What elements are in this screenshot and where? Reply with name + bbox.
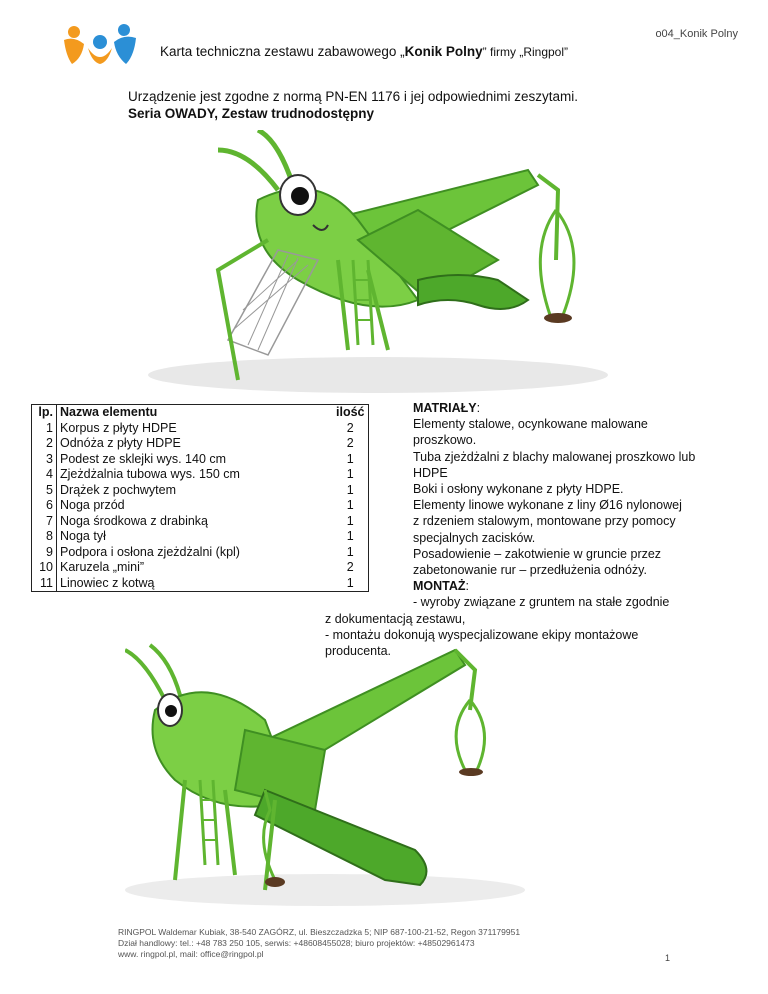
cell-lp: 2 xyxy=(32,436,57,452)
cell-name: Korpus z płyty HDPE xyxy=(60,420,177,435)
cell-lp: 4 xyxy=(32,467,57,483)
cell-qty: 1 xyxy=(346,513,354,528)
grasshopper-playset-image-2 xyxy=(125,640,545,920)
header-qty: ilość xyxy=(336,405,365,419)
table-row xyxy=(32,514,369,530)
materials-line: specjalnych zacisków. xyxy=(413,530,536,545)
montaz-line: producenta. xyxy=(325,644,392,659)
table-row xyxy=(32,560,369,576)
table-row xyxy=(32,498,369,514)
materials-line: HDPE xyxy=(413,465,448,480)
table-row xyxy=(32,529,369,545)
table-row xyxy=(32,545,369,561)
materials-line: Elementy stalowe, ocynkowane malowane xyxy=(413,417,648,432)
cell-name: Karuzela „mini” xyxy=(60,560,145,574)
cell-name: Drążek z pochwytem xyxy=(60,482,177,497)
table-row xyxy=(32,452,369,468)
header-name: Nazwa elementu xyxy=(60,405,158,419)
grasshopper-playset-image xyxy=(118,130,638,400)
cell-qty: 1 xyxy=(346,529,354,543)
ringpol-logo xyxy=(62,22,138,68)
cell-name: Noga przód xyxy=(60,498,125,512)
table-row xyxy=(32,436,369,452)
cell-qty: 1 xyxy=(346,451,354,466)
cell-lp: 6 xyxy=(32,498,57,514)
cell-name: Podpora i osłona zjeżdżalni (kpl) xyxy=(60,544,240,559)
cell-name: Podest ze sklejki wys. 140 cm xyxy=(60,451,227,466)
cell-name: Linowiec z kotwą xyxy=(60,575,155,590)
montaz-line: - montażu dokonują wyspecjalizowane ekipy montażowe xyxy=(325,627,639,642)
cell-qty: 1 xyxy=(346,482,354,497)
table-header-row xyxy=(32,405,369,421)
materials-line: Tuba zjeżdżalni z blachy malowanej proszkowo lub xyxy=(413,449,696,464)
page-number: 1 xyxy=(664,953,670,963)
norm-statement: Urządzenie jest zgodne z normą PN-EN 1176 i jej odpowiednimi zeszytami. xyxy=(128,89,578,104)
cell-lp: 9 xyxy=(32,545,57,561)
cell-lp: 1 xyxy=(32,421,57,437)
cell-qty: 1 xyxy=(346,575,354,590)
montaz-title: MONTAŻ xyxy=(413,579,466,594)
page-title: Karta techniczna zestawu zabawowego „Konik Polny” firmy „Ringpol” xyxy=(160,44,569,59)
cell-qty: 1 xyxy=(346,544,354,559)
footer-line: www. ringpol.pl, mail: office@ringpol.pl xyxy=(118,949,264,959)
materials-title: MATRIAŁY xyxy=(413,401,477,415)
cell-qty: 1 xyxy=(346,498,354,512)
materials-line: Posadowienie – zakotwienie w gruncie przez xyxy=(413,546,662,561)
cell-name: Zjeżdżalnia tubowa wys. 150 cm xyxy=(60,467,240,481)
materials-line: zabetonowanie rur – przedłużenia odnóży. xyxy=(413,563,647,578)
montaz-line: - wyroby związane z gruntem na stałe zgodnie xyxy=(413,595,670,610)
footer-line: RINGPOL Waldemar Kubiak, 38-540 ZAGÓRZ, ul. Bieszczadzka 5; NIP 687-100-21-52, Regon 371179951 xyxy=(118,927,521,937)
materials-line: Elementy linowe wykonane z liny Ø16 nylonowej xyxy=(413,498,682,513)
cell-lp: 11 xyxy=(32,576,57,592)
cell-lp: 3 xyxy=(32,452,57,468)
cell-qty: 2 xyxy=(346,436,354,450)
document-id: o04_Konik Polny xyxy=(655,28,738,40)
cell-qty: 2 xyxy=(346,560,354,574)
parts-table xyxy=(31,404,369,592)
materials-line: z rdzeniem stalowym, montowane przy pomocy xyxy=(413,514,676,529)
footer xyxy=(118,927,520,960)
cell-name: Odnóża z płyty HDPE xyxy=(60,436,181,450)
cell-name: Noga środkowa z drabinką xyxy=(60,513,208,528)
materials-section: MATRIAŁY: Elementy stalowe, ocynkowane malowane proszkowo. Tuba zjeżdżalni z blachy malowanej proszkowo lub HDPE Boki i osłony wykonane z płyty HDPE. Elementy linowe wykonane z liny Ø16 nylonowej z rdzeniem stalowym, montowane przy pomocy specjalnych zacisków. Posadowienie – zakotwienie w gruncie przez zabetonowanie rur – przedłużenia odnóży. MONTAŻ: - wyroby związane z gruntem na stałe zgodnie z dokumentacją zestawu, - montażu dokonują wyspecjalizowane ekipy montażowe producenta. xyxy=(325,400,725,659)
cell-lp: 10 xyxy=(32,560,57,576)
table-row xyxy=(32,576,369,592)
montaz-line: z dokumentacją zestawu, xyxy=(325,611,466,626)
cell-lp: 5 xyxy=(32,483,57,499)
materials-line: proszkowo. xyxy=(413,433,477,448)
cell-qty: 1 xyxy=(346,467,354,481)
materials-line: Boki i osłony wykonane z płyty HDPE. xyxy=(413,482,624,497)
header-lp: lp. xyxy=(32,405,57,421)
series-title: Seria OWADY, Zestaw trudnodostępny xyxy=(128,106,375,121)
footer-line: Dział handlowy: tel.: +48 783 250 105, serwis: +48608455028; biuro projektów: +48502961473 xyxy=(118,938,475,948)
cell-lp: 7 xyxy=(32,514,57,530)
table-row xyxy=(32,483,369,499)
cell-lp: 8 xyxy=(32,529,57,545)
cell-qty: 2 xyxy=(346,420,354,435)
cell-name: Noga tył xyxy=(60,529,106,543)
table-row xyxy=(32,467,369,483)
table-row xyxy=(32,421,369,437)
